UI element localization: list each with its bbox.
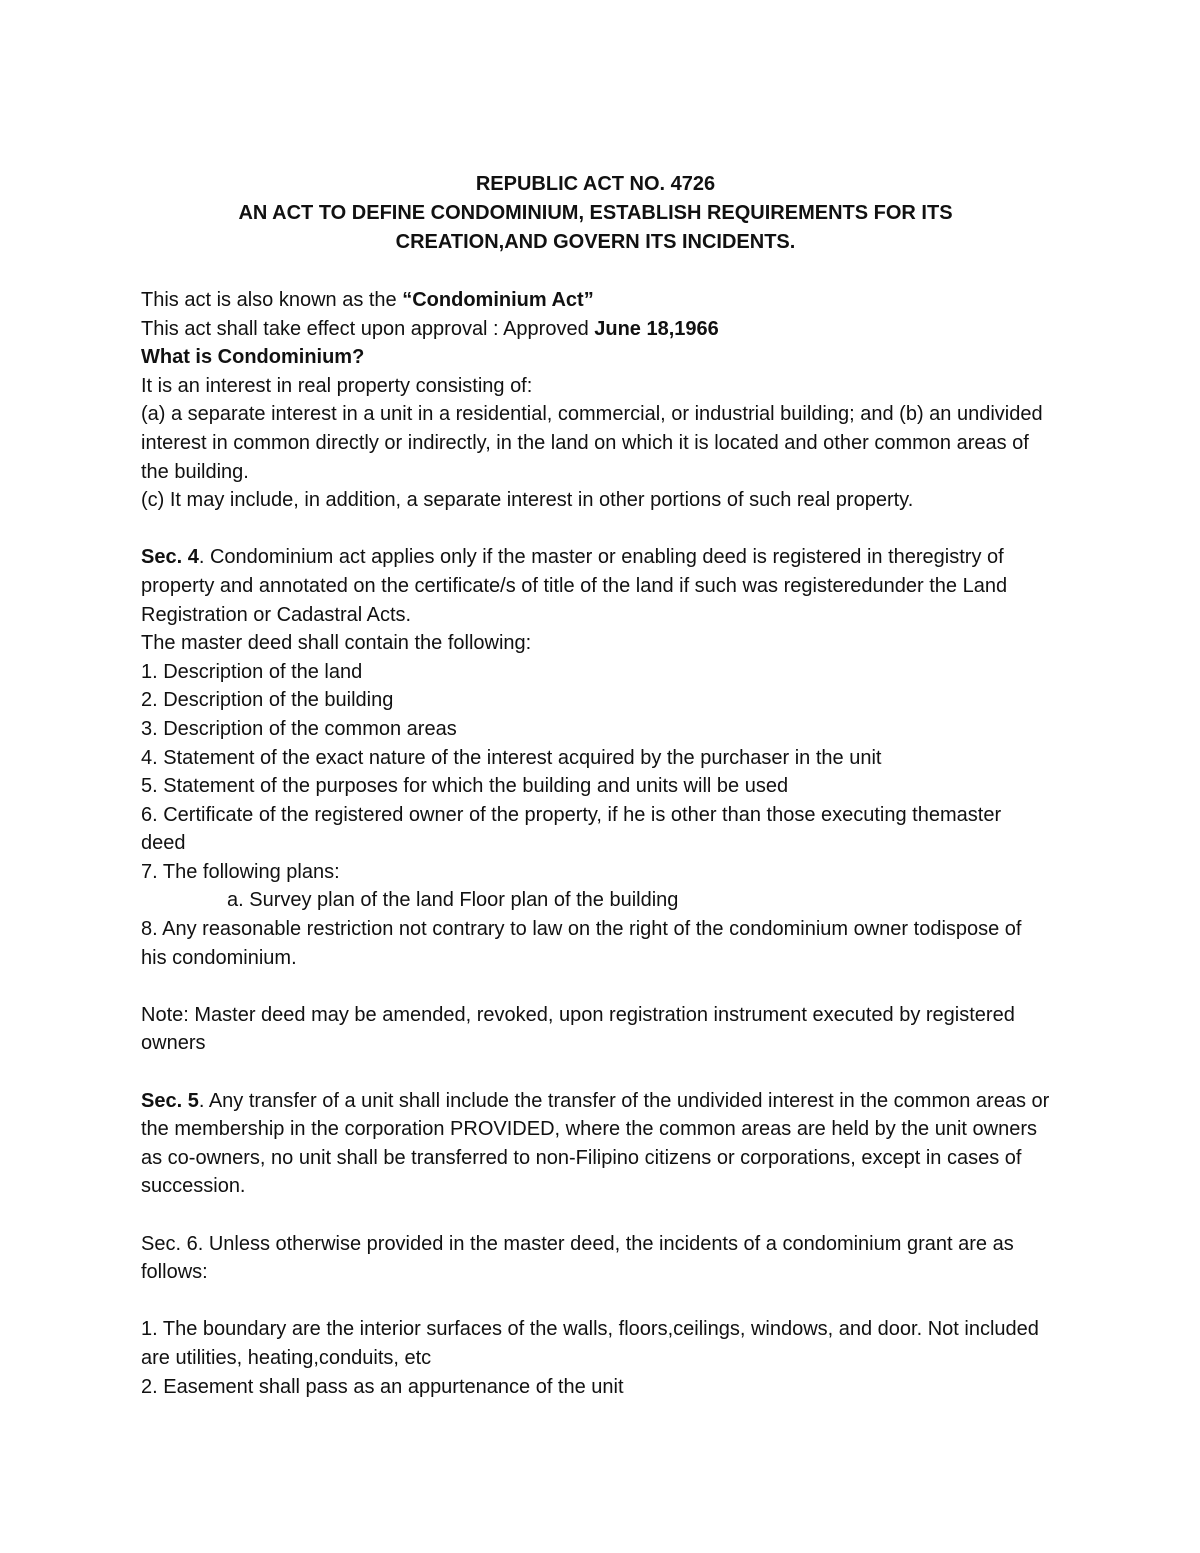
list-item: 8. Any reasonable restriction not contrary to law on the right of the condominium owner todispose of his condominium. bbox=[141, 918, 1022, 969]
title-line-3: CREATION,AND GOVERN ITS INCIDENTS. bbox=[395, 231, 796, 253]
spacer bbox=[141, 972, 1050, 1001]
list-item: 2. Easement shall pass as an appurtenance of the unit bbox=[141, 1375, 624, 1398]
list-item: 5. Statement of the purposes for which the building and units will be used bbox=[141, 775, 789, 798]
document-title bbox=[141, 170, 1050, 257]
list-item: 3. Description of the common areas bbox=[141, 717, 457, 740]
spacer bbox=[141, 1287, 1050, 1316]
sec4-paragraph: Sec. 4. Condominium act applies only if the master or enabling deed is registered in theregistry of property and annotated on the certificate/s of title of the land if such was registeredunder the Land Registration or Cadastral Acts. bbox=[141, 546, 1008, 626]
approval-date: June 18,1966 bbox=[594, 317, 719, 340]
definition-lead: It is an interest in real property consisting of: bbox=[141, 374, 533, 397]
list-item: 2. Description of the building bbox=[141, 689, 394, 712]
list-item: 4. Statement of the exact nature of the interest acquired by the purchaser in the unit bbox=[141, 746, 882, 769]
sec5-paragraph: Sec. 5. Any transfer of a unit shall include the transfer of the undivided interest in the common areas or the membership in the corporation PROVIDED, where the common areas are held by the unit owners as co-owners, no unit shall be transferred to non-Filipino citizens or corporations, except in cases of succession. bbox=[141, 1089, 1050, 1198]
title-line-1: REPUBLIC ACT NO. 4726 bbox=[475, 173, 716, 195]
spacer bbox=[141, 1201, 1050, 1230]
list-item: 1. Description of the land bbox=[141, 660, 363, 683]
list-subitem: a. Survey plan of the land Floor plan of the building bbox=[227, 889, 679, 912]
spacer bbox=[141, 1058, 1050, 1087]
title-line-2: AN ACT TO DEFINE CONDOMINIUM, ESTABLISH REQUIREMENTS FOR ITS bbox=[238, 202, 953, 224]
list-item: 1. The boundary are the interior surfaces of the walls, floors,ceilings, windows, and door. Not included are utilities, heating,conduits, etc bbox=[141, 1318, 1039, 1369]
list-item: 6. Certificate of the registered owner of the property, if he is other than those executing themaster deed bbox=[141, 803, 1002, 855]
spacer bbox=[141, 515, 1050, 544]
definition-item-ab: (a) a separate interest in a unit in a residential, commercial, or industrial building; and (b) an undivided interest in common directly or indirectly, in the land on which it is located and other common areas of the building. bbox=[141, 403, 1043, 483]
effect-paragraph: This act shall take effect upon approval : Approved June 18,1966 bbox=[141, 317, 719, 340]
note-paragraph: Note: Master deed may be amended, revoked, upon registration instrument executed by registered owners bbox=[141, 1003, 1015, 1055]
sec5-label: Sec. 5 bbox=[141, 1089, 199, 1112]
definition-item-c: (c) It may include, in addition, a separate interest in other portions of such real property. bbox=[141, 489, 914, 512]
sec4-label: Sec. 4 bbox=[141, 546, 199, 569]
list-item: 7. The following plans: bbox=[141, 860, 340, 883]
sec6-paragraph: Sec. 6. Unless otherwise provided in the master deed, the incidents of a condominium grant are as follows: bbox=[141, 1232, 1014, 1284]
sec4-list-lead: The master deed shall contain the following: bbox=[141, 632, 532, 655]
act-name: “Condominium Act” bbox=[402, 289, 594, 311]
document-body bbox=[141, 286, 1050, 1401]
definition-heading: What is Condominium? bbox=[141, 346, 365, 369]
aka-paragraph: This act is also known as the “Condominium Act” bbox=[141, 289, 594, 311]
